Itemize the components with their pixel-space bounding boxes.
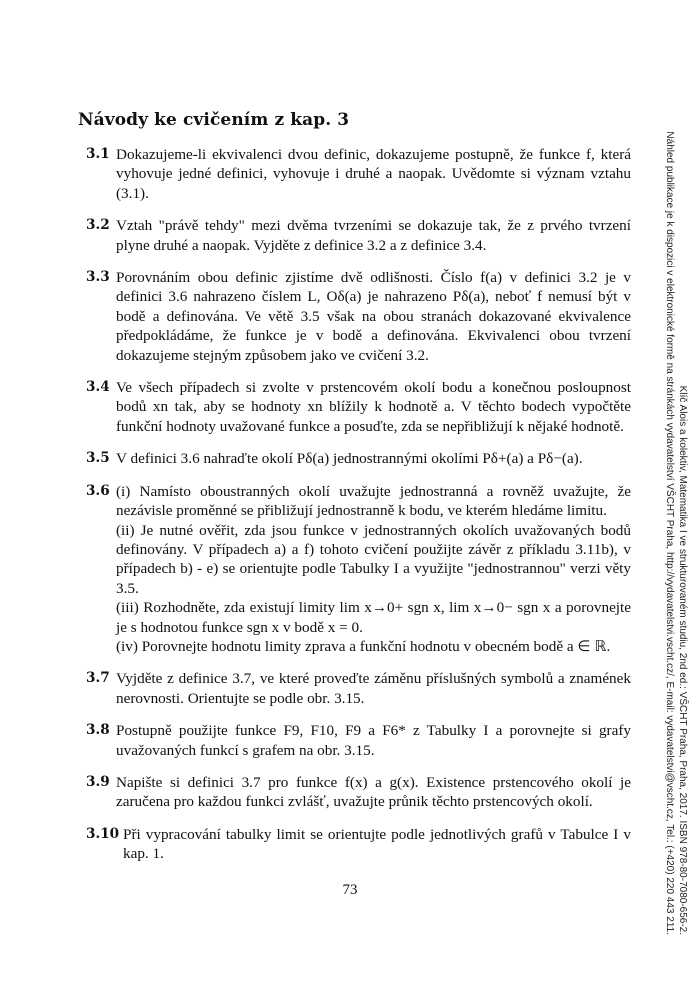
exercise-hints-list bbox=[86, 145, 631, 864]
page-number: 73 bbox=[342, 882, 358, 898]
hint-part-ii: (ii) Je nutné ověřit, zda jsou funkce v jednostranných okolích uvažovaných bodů definovány. V případech a) a f) tohoto cvičení použijte závěr z příkladu 3.11b), v případech b) - e) se orientujte podle Tabulky I a využijte "jednostrannou" verzi věty 3.5. bbox=[116, 521, 631, 597]
hint-text: Porovnáním obou definic zjistíme dvě odlišnosti. Číslo f(a) v definici 3.2 je v definici 3.6 nahrazeno číslem L, Oδ(a) je nahrazeno Pδ(a), neboť f nemusí být v bodě a definována. Ve větě 3.5 však na obou stranách dokazované ekvivalence předpokládáme, že funkce je v bodě a definována. Ekvivalenci obou tvrzení dokazujeme stejným způsobem jako ve cvičení 3.2. bbox=[116, 269, 631, 364]
hint-text: Vyjděte z definice 3.7, ve které proveďte záměnu příslušných symbolů a znamének nerovnosti. Orientujte se podle obr. 3.15. bbox=[116, 670, 631, 707]
hint-text: V definici 3.6 nahraďte okolí Pδ(a) jednostrannými okolími Pδ+(a) a Pδ−(a). bbox=[116, 450, 583, 468]
hint-3-7 bbox=[86, 669, 631, 708]
hint-text: Dokazujeme-li ekvivalenci dvou definic, dokazujeme postupně, že funkce f, která vyhovuje jedné definici, vyhovuje i druhé a naopak. Uvědomte si význam vztahu (3.1). bbox=[116, 146, 631, 202]
hint-text: Napište si definici 3.7 pro funkce f(x) a g(x). Existence prstencového okolí je zaručena pro každou funkci zvlášť, uvažujte průnik těchto prstencových okolí. bbox=[116, 773, 631, 811]
hint-number: 3.2 bbox=[86, 217, 110, 234]
hint-number: 3.7 bbox=[86, 670, 110, 687]
hint-part-i: (i) Namísto oboustranných okolí uvažujte jednostranná a rovněž uvažujte, že nezávisle proměnné se přibližují jednostranně k bodu, ve kterém hledáme limitu. bbox=[116, 482, 631, 520]
hint-3-5 bbox=[86, 449, 631, 468]
hint-text: Postupně použijte funkce F9, F10, F9 a F6* z Tabulky I a porovnejte si grafy uvažovaných funkcí s grafem na obr. 3.15. bbox=[116, 722, 631, 759]
hint-number: 3.4 bbox=[86, 379, 110, 396]
hint-number: 3.9 bbox=[86, 773, 110, 790]
hint-part-iv: (iv) Porovnejte hodnotu limity zprava a funkční hodnotu v obecném bodě a ∈ ℝ. bbox=[116, 637, 611, 655]
hint-text bbox=[116, 482, 631, 657]
hint-3-9 bbox=[86, 773, 631, 812]
hint-number: 3.6 bbox=[86, 482, 110, 499]
hint-number: 3.3 bbox=[86, 269, 110, 286]
hint-number: 3.5 bbox=[86, 450, 110, 467]
hint-number: 3.1 bbox=[86, 146, 110, 162]
hint-3-4 bbox=[86, 378, 631, 436]
hint-text: Při vypracování tabulky limit se orientujte podle jednotlivých grafů v Tabulce I v kap. 1. bbox=[123, 825, 631, 863]
hint-3-2 bbox=[86, 216, 631, 255]
hint-3-1 bbox=[86, 145, 631, 203]
hint-text: Vztah "právě tehdy" mezi dvěma tvrzeními se dokazuje tak, že z prvého tvrzení plyne druhé a naopak. Vyjděte z definice 3.2 a z definice 3.4. bbox=[116, 217, 631, 254]
hint-number: 3.8 bbox=[86, 722, 110, 739]
side-note-line-1: Klíč Alois a kolektiv, Matematika I ve strukturovaném studiu, 2nd ed.: VŠCHT Praha, Praha, 2017. ISBN 978-80-7080-656-2. bbox=[677, 385, 688, 935]
side-note-line-2: Náhled publikace je k dispozici v elektronické formě na stránkách vydavatelství VŠCHT Praha, http://vydavatelstvi.vscht.cz/, E-mail: vydavatelstvi@vscht.cz, Tel.: (+420) 220 443 211. bbox=[664, 131, 675, 935]
hint-3-6 bbox=[86, 482, 631, 657]
section-heading: Návody ke cvičením z kap. 3 bbox=[78, 110, 350, 130]
side-note-container bbox=[649, 35, 689, 935]
hint-3-8 bbox=[86, 721, 631, 760]
hint-text: Ve všech případech si zvolte v prstencovém okolí bodu a konečnou posloupnost bodů xn tak, aby se hodnoty xn blížily k hodnotě a. V těchto bodech vypočtěte funkční hodnoty uvažované funkce a posuďte, zda se nepřibližují k nějaké hodnotě. bbox=[116, 379, 631, 435]
hint-3-10 bbox=[86, 825, 631, 864]
side-publication-note bbox=[663, 35, 689, 935]
hint-number: 3.10 bbox=[86, 825, 120, 842]
hint-part-iii: (iii) Rozhodněte, zda existují limity lim x→0+ sgn x, lim x→0− sgn x a porovnejte je s hodnotou funkce sgn x v bodě x = 0. bbox=[116, 599, 631, 636]
hint-3-3 bbox=[86, 268, 631, 365]
